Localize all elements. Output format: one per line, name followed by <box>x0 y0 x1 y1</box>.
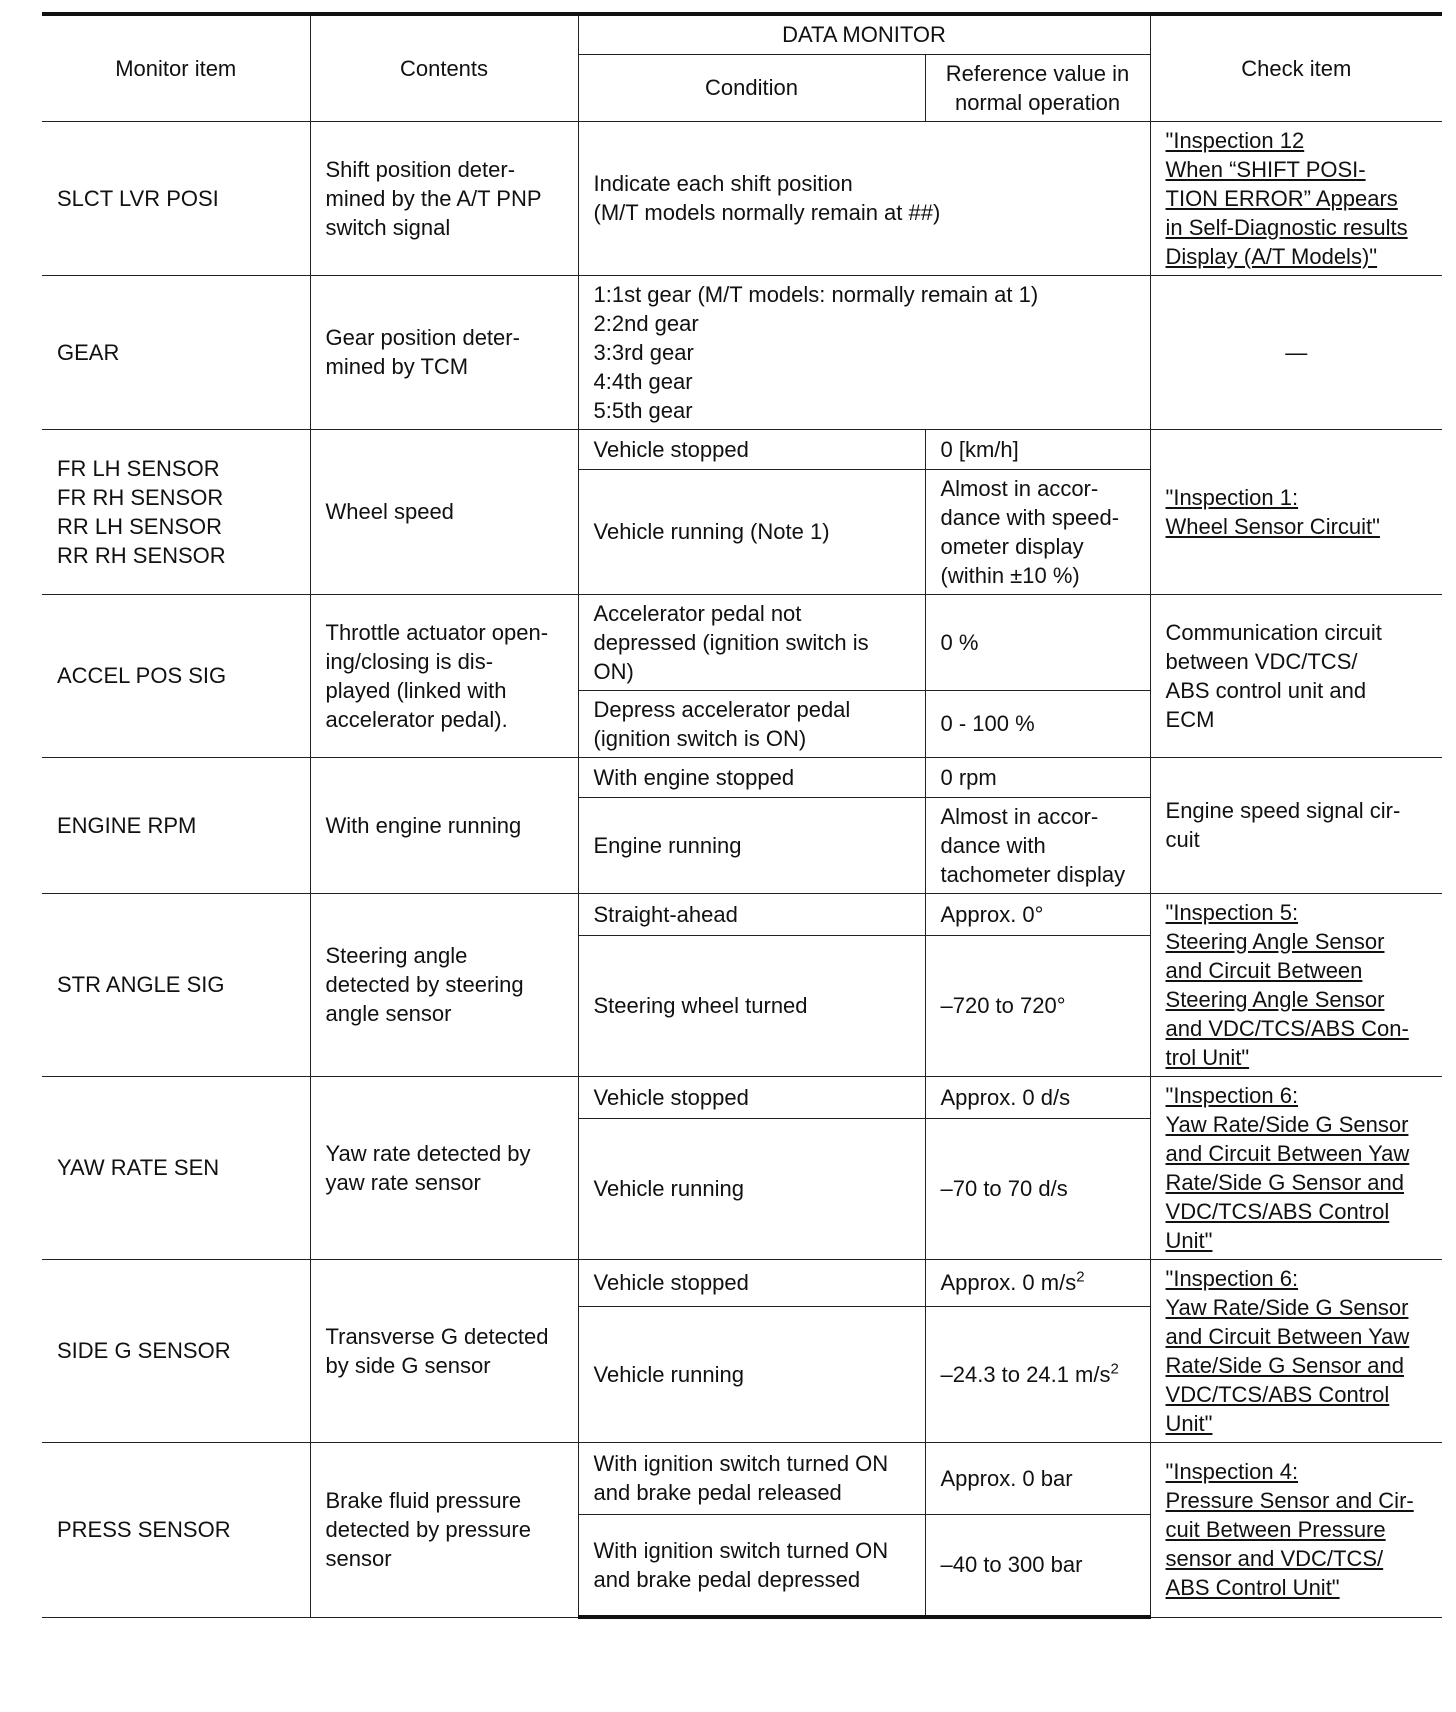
monitor-item-cell: SIDE G SENSOR <box>42 1259 310 1442</box>
check-item-link[interactable]: "Inspection 4: Pressure Sensor and Cir- cuit Between Pressure sensor and VDC/TCS/ ABS Control Unit" <box>1165 1459 1414 1600</box>
monitor-item-cell: FR LH SENSOR FR RH SENSOR RR LH SENSOR RR RH SENSOR <box>42 429 310 594</box>
contents-cell: Wheel speed <box>310 429 578 594</box>
monitor-item-cell: PRESS SENSOR <box>42 1442 310 1617</box>
table-row <box>42 1442 1442 1514</box>
reference-value-cell: Almost in accor- dance with tachometer display <box>925 797 1150 893</box>
reference-value-cell: Approx. 0 bar <box>925 1442 1150 1514</box>
contents-cell: Shift position deter- mined by the A/T PNP switch signal <box>310 121 578 275</box>
header-condition: Condition <box>578 54 925 121</box>
check-item-cell[interactable] <box>1150 893 1442 1076</box>
reference-value-cell: 0 [km/h] <box>925 429 1150 469</box>
check-item-cell[interactable] <box>1150 429 1442 594</box>
reference-value-cell: –40 to 300 bar <box>925 1514 1150 1617</box>
check-item-link[interactable]: "Inspection 6: Yaw Rate/Side G Sensor and Circuit Between Yaw Rate/Side G Sensor and VDC/TCS/ABS Control Unit" <box>1165 1082 1410 1253</box>
reference-value-cell <box>925 1259 1150 1307</box>
reference-value-cell: 0 % <box>925 594 1150 690</box>
condition-cell: With ignition switch turned ON and brake pedal released <box>578 1442 925 1514</box>
reference-value-cell: –720 to 720° <box>925 935 1150 1076</box>
header-contents: Contents <box>310 14 578 121</box>
check-item-cell[interactable] <box>1150 1442 1442 1617</box>
table-row <box>42 121 1442 275</box>
table-row <box>42 275 1442 429</box>
check-item-link[interactable]: "Inspection 6: Yaw Rate/Side G Sensor and Circuit Between Yaw Rate/Side G Sensor and VDC/TCS/ABS Control Unit" <box>1165 1265 1410 1436</box>
monitor-item-cell: STR ANGLE SIG <box>42 893 310 1076</box>
condition-cell: With engine stopped <box>578 757 925 797</box>
condition-cell: Vehicle stopped <box>578 429 925 469</box>
condition-cell: 1:1st gear (M/T models: normally remain at 1) 2:2nd gear 3:3rd gear 4:4th gear 5:5th gear <box>578 275 1150 429</box>
check-item-cell[interactable] <box>1150 121 1442 275</box>
reference-value-cell: 0 - 100 % <box>925 690 1150 757</box>
table-row <box>42 429 1442 469</box>
superscript: 2 <box>1076 1268 1085 1286</box>
reference-value-cell: Approx. 0 d/s <box>925 1076 1150 1118</box>
header-reference-value: Reference value in normal operation <box>925 54 1150 121</box>
condition-cell: With ignition switch turned ON and brake pedal depressed <box>578 1514 925 1617</box>
condition-cell: Accelerator pedal not depressed (ignition switch is ON) <box>578 594 925 690</box>
monitor-item-cell: ENGINE RPM <box>42 757 310 893</box>
check-item-cell[interactable] <box>1150 1259 1442 1442</box>
monitor-item-cell: SLCT LVR POSI <box>42 121 310 275</box>
table-row <box>42 1259 1442 1307</box>
contents-cell: Steering angle detected by steering angle sensor <box>310 893 578 1076</box>
monitor-item-cell: YAW RATE SEN <box>42 1076 310 1259</box>
reference-value-text: –24.3 to 24.1 m/s <box>940 1361 1111 1387</box>
condition-cell: Vehicle running (Note 1) <box>578 469 925 594</box>
table-row <box>42 893 1442 935</box>
reference-value-cell: Almost in accor- dance with speed- ometer display (within ±10 %) <box>925 469 1150 594</box>
condition-cell: Engine running <box>578 797 925 893</box>
reference-value-cell: 0 rpm <box>925 757 1150 797</box>
condition-cell: Straight-ahead <box>578 893 925 935</box>
reference-value-cell: Approx. 0° <box>925 893 1150 935</box>
check-item-link[interactable]: "Inspection 12 When “SHIFT POSI- TION ERROR” Appears in Self-Diagnostic results Display (A/T Models)" <box>1165 127 1408 269</box>
reference-value-cell <box>925 1307 1150 1442</box>
reference-value-text: Approx. 0 m/s <box>940 1270 1077 1296</box>
condition-cell: Vehicle running <box>578 1307 925 1442</box>
contents-cell: Transverse G detected by side G sensor <box>310 1259 578 1442</box>
table-row <box>42 594 1442 690</box>
contents-cell: Throttle actuator open- ing/closing is dis- played (linked with accelerator pedal). <box>310 594 578 757</box>
condition-cell: Vehicle stopped <box>578 1076 925 1118</box>
header-monitor-item: Monitor item <box>42 14 310 121</box>
header-check-item: Check item <box>1150 14 1442 121</box>
header-data-monitor: DATA MONITOR <box>578 14 1150 54</box>
check-item-cell: — <box>1150 275 1442 429</box>
condition-cell: Indicate each shift position (M/T models normally remain at ##) <box>578 121 1150 275</box>
contents-cell: Gear position deter- mined by TCM <box>310 275 578 429</box>
check-item-link[interactable]: "Inspection 1: Wheel Sensor Circuit" <box>1165 484 1380 539</box>
check-item-cell: Engine speed signal cir- cuit <box>1150 757 1442 893</box>
contents-cell: Yaw rate detected by yaw rate sensor <box>310 1076 578 1259</box>
contents-cell: With engine running <box>310 757 578 893</box>
reference-value-cell: –70 to 70 d/s <box>925 1118 1150 1259</box>
check-item-cell: Communication circuit between VDC/TCS/ ABS control unit and ECM <box>1150 594 1442 757</box>
condition-cell: Vehicle running <box>578 1118 925 1259</box>
condition-cell: Vehicle stopped <box>578 1259 925 1307</box>
table-row <box>42 1076 1442 1118</box>
table-row <box>42 757 1442 797</box>
superscript: 2 <box>1110 1360 1119 1378</box>
data-monitor-table <box>42 12 1442 1619</box>
check-item-link[interactable]: "Inspection 5: Steering Angle Sensor and Circuit Between Steering Angle Sensor and VDC/TCS/ABS Con- trol Unit" <box>1165 899 1409 1070</box>
monitor-item-cell: GEAR <box>42 275 310 429</box>
contents-cell: Brake fluid pressure detected by pressure sensor <box>310 1442 578 1617</box>
monitor-item-cell: ACCEL POS SIG <box>42 594 310 757</box>
condition-cell: Depress accelerator pedal (ignition switch is ON) <box>578 690 925 757</box>
condition-cell: Steering wheel turned <box>578 935 925 1076</box>
check-item-cell[interactable] <box>1150 1076 1442 1259</box>
